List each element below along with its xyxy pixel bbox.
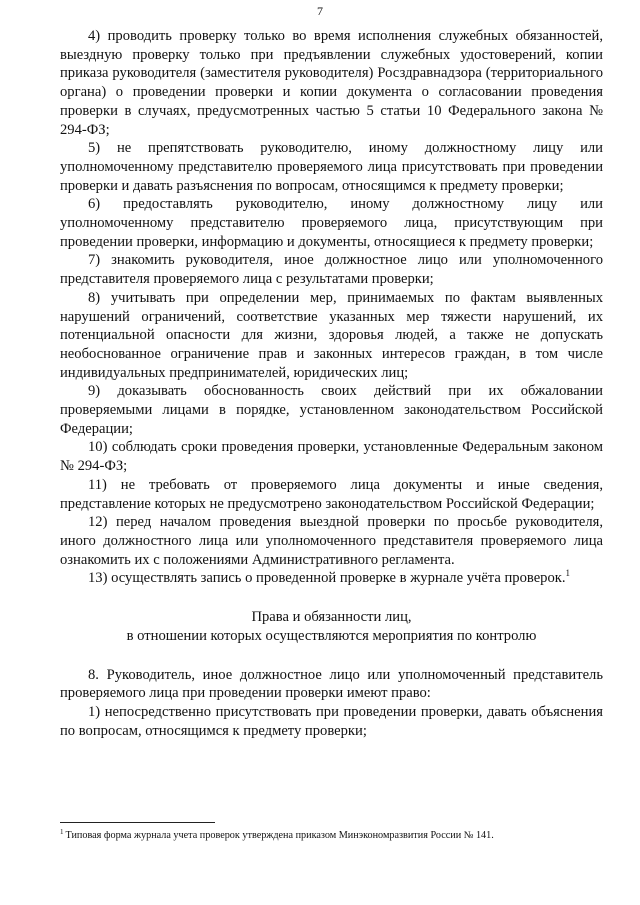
list-item-7: 7) знакомить руководителя, иное должностное лицо или уполномоченного представителя проверяемого лица с результатами проверки; xyxy=(60,252,603,288)
list-item-10: 10) соблюдать сроки проведения проверки, установленные Федеральным законом № 294-ФЗ; xyxy=(60,439,603,475)
document-body xyxy=(60,27,603,740)
list-item-9: 9) доказывать обоснованность своих действий при их обжаловании проверяемыми лицами в порядке, установленном законодательством Российской Федерации; xyxy=(60,383,603,437)
list-item-11: 11) не требовать от проверяемого лица документы и иные сведения, представление которых не предусмотрено законодательством Российской Федерации; xyxy=(60,476,603,512)
list-item-13-text: 13) осуществлять запись о проведенной проверке в журнале учёта проверок. xyxy=(88,570,566,587)
list-item-12: 12) перед началом проведения выездной проверки по просьбе руководителя, иного должностного лица или уполномоченного представителя проверяемого лица ознакомить их с положениями Административного регламента. xyxy=(60,514,603,568)
page-number: 7 xyxy=(317,4,323,18)
list-item-4: 4) проводить проверку только во время исполнения служебных обязанностей, выездную проверку только при предъявлении служебных удостоверений, копии приказа руководителя (заместителя руководителя) Росздравнадзора (территориального органа) о проведении проверки и копии документа о согласовании проведения проверки в случаях, предусмотренных частью 5 статьи 10 Федерального закона № 294-ФЗ; xyxy=(60,28,603,138)
list-item-5: 5) не препятствовать руководителю, иному должностному лицу или уполномоченному представителю проверяемого лица присутствовать при проведении проверки и давать разъяснения по вопросам, относящимся к предмету проверки; xyxy=(60,140,603,194)
section-heading xyxy=(60,608,603,645)
list-item-13 xyxy=(60,569,603,588)
footnote-reference[interactable]: 1 xyxy=(565,568,571,579)
list-item-8: 8) учитывать при определении мер, принимаемых по фактам выявленных нарушений ограничений, соответствие указанных мер тяжести нарушений, их потенциальной опасности для жизни, здоровья людей, а также не допускать необоснованное ограничение прав и законных интересов граждан, в том числе индивидуальных предпринимателей, юридических лиц; xyxy=(60,289,603,381)
footnote-divider xyxy=(60,822,215,823)
list-item-6: 6) предоставлять руководителю, иному должностному лицу или уполномоченному представителю проверяемого лица, присутствующим при проведении проверки, информацию и документы, относящиеся к предмету проверки; xyxy=(60,196,603,250)
section-heading-line-1: Права и обязанности лиц, xyxy=(251,609,412,626)
footnote-mark: 1 xyxy=(60,827,64,836)
section-paragraph-8: 8. Руководитель, иное должностное лицо или уполномоченный представитель проверяемого лица при проведении проверки имеют право: xyxy=(60,666,603,702)
section-list-item-1: 1) непосредственно присутствовать при проведении проверки, давать объяснения по вопросам, относящимся к предмету проверки; xyxy=(60,703,603,739)
footnote-text: Типовая форма журнала учета проверок утверждена приказом Минэкономразвития России № 141. xyxy=(65,830,494,841)
footnote xyxy=(60,829,603,842)
section-heading-line-2: в отношении которых осуществляются мероприятия по контролю xyxy=(126,627,537,644)
